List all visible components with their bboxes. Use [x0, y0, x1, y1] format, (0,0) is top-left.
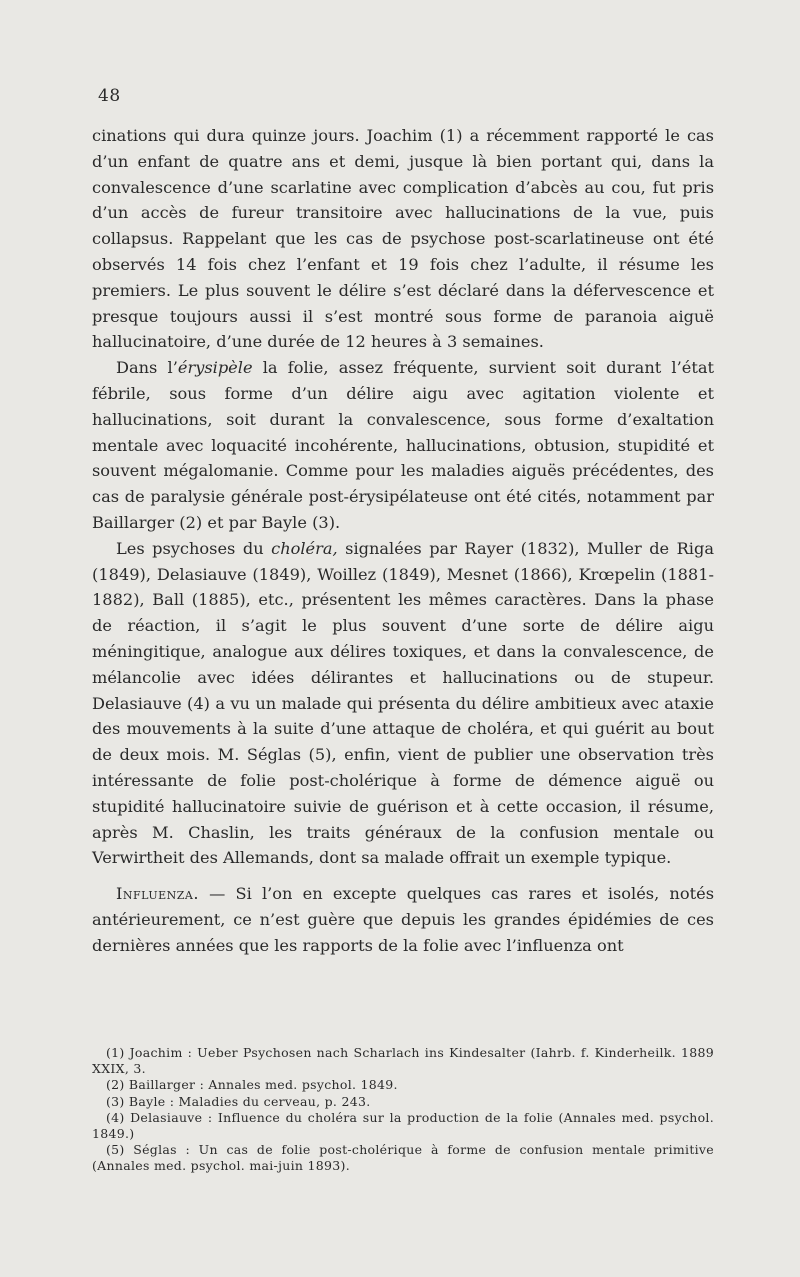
paragraph-influenza-text: — Si l’on en excepte quelques cas rares et isolés, notés antérieurement, ce n’est guère que depuis les grandes épidémies de ces dernières années que les rapports de la folie avec l’influenza ont	[92, 884, 714, 955]
footnote-3: (3) Bayle : Maladies du cerveau, p. 243.	[106, 1093, 371, 1109]
term-erysipele: érysipèle	[177, 358, 253, 378]
footnote-2: (2) Baillarger : Annales med. psychol. 1849.	[106, 1077, 398, 1092]
paragraph-erysipele-intro: Dans l’	[116, 358, 178, 378]
paragraph-cholera	[92, 536, 714, 871]
paragraph-influenza	[92, 881, 714, 958]
page-number: 48	[98, 86, 121, 106]
body-text	[92, 123, 714, 959]
term-cholera: choléra,	[271, 538, 338, 558]
paragraph-cholera-text: signalées par Rayer (1832), Muller de Riga (1849), Delasiauve (1849), Woillez (1849), Mesnet (1866), Krœpelin (1881-1882), Ball (1885), etc., présentent les mêmes caractères. Dans la phase de réaction, il s’agit le plus souvent d’une sorte de délire aigu méningitique, analogue aux délires toxiques, et dans la convalescence, de mélancolie avec idées délirantes et hallucinations ou de stupeur. Delasiauve (4) a vu un malade qui présenta du délire ambitieux avec ataxie des mouvements à la suite d’une attaque de choléra, et qui guérit au bout de deux mois. M. Séglas (5), enfin, vient de publier une observation très intéressante de folie post-cholérique à forme de démence aiguë ou stupidité hallucinatoire suivie de guérison et à cette occasion, il résume, après M. Chaslin, les traits généraux de la confusion mentale ou Verwirtheit des Allemands, dont sa malade offrait un exemple typique.	[92, 538, 714, 868]
paragraph-erysipele-text: la folie, assez fréquente, survient soit durant l’état fébrile, sous forme d’un délire aigu avec agitation violente et hallucinations, soit durant la convalescence, sous forme d’exaltation mentale avec loquacité incohérente, hallucinations, obtusion, stupidité et souvent mégalomanie. Comme pour les maladies aiguës précédentes, des cas de paralysie générale post-érysipélateuse ont été cités, notamment par Baillarger (2) et par Bayle (3).	[92, 358, 714, 532]
paragraph-erysipele	[92, 355, 714, 536]
paragraph-cholera-intro: Les psychoses du	[116, 538, 272, 558]
footnote-5: (5) Séglas : Un cas de folie post-cholérique à forme de confusion mentale primitive (Annales med. psychol. mai-juin 1893).	[92, 1142, 714, 1173]
footnotes	[92, 1045, 714, 1173]
footnote-4: (4) Delasiauve : Influence du choléra sur la production de la folie (Annales med. psychol. 1849.)	[92, 1110, 714, 1141]
section-heading-influenza: Influenza.	[116, 884, 200, 904]
footnote-1: (1) Joachim : Ueber Psychosen nach Scharlach ins Kindesalter (Iahrb. f. Kinderheilk. 1889 XXIX, 3.	[92, 1045, 714, 1076]
paragraph-scarlatine: cinations qui dura quinze jours. Joachim (1) a récemment rapporté le cas d’un enfant de quatre ans et demi, jusque là bien portant qui, dans la convalescence d’une scarlatine avec complication d’abcès au cou, fut pris d’un accès de fureur transitoire avec hallucinations de la vue, puis collapsus. Rappelant que les cas de psychose post-scarlatineuse ont été observés 14 fois chez l’enfant et 19 fois chez l’adulte, il résume les premiers. Le plus souvent le délire s’est déclaré dans la défervescence et presque toujours aussi il s’est montré sous forme de paranoia aiguë hallucinatoire, d’une durée de 12 heures à 3 semaines.	[92, 126, 714, 352]
